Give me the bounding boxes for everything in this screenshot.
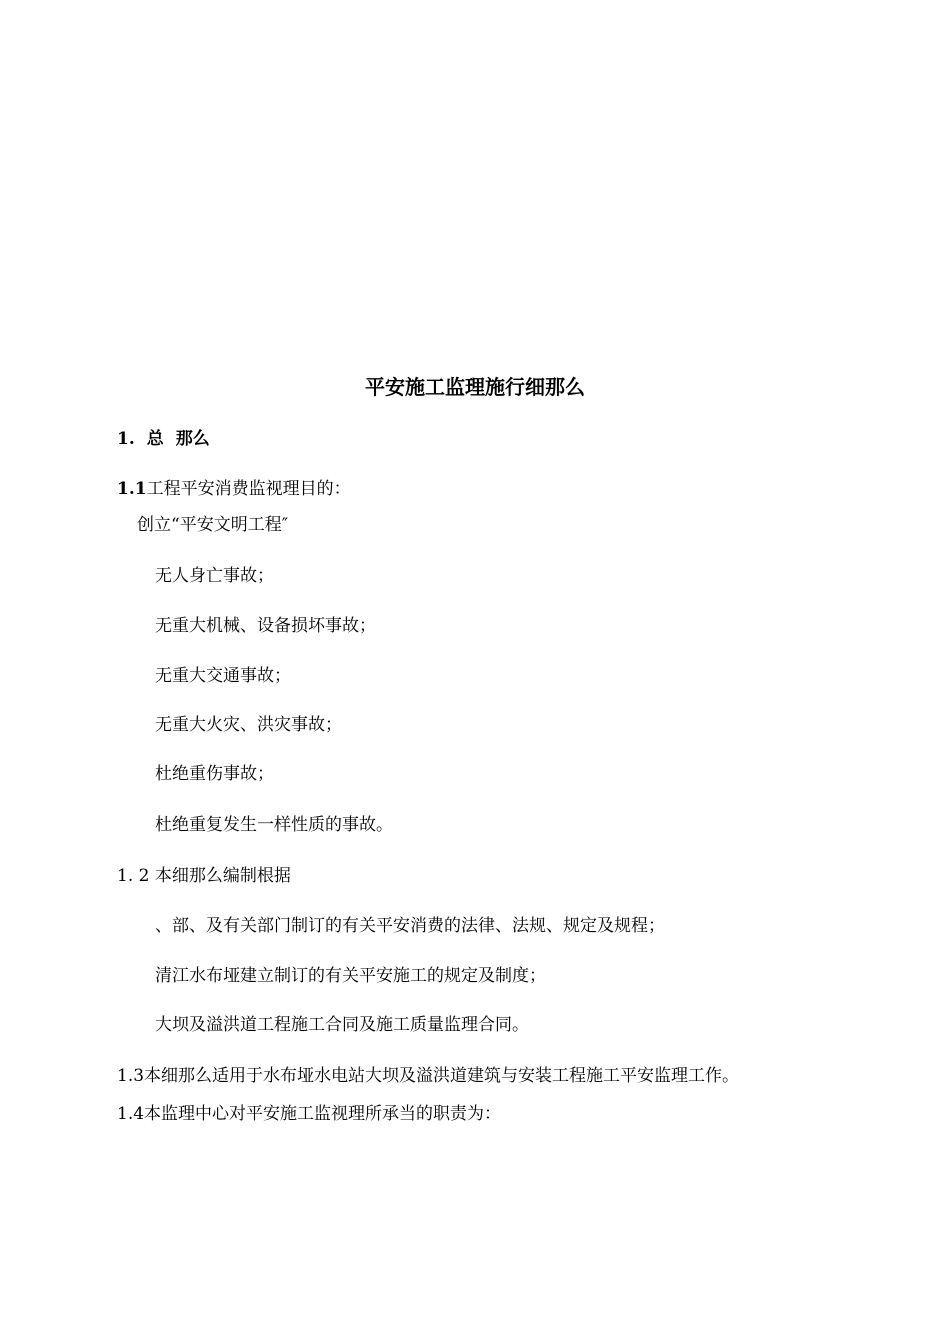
basis-item: 清江水布垭建立制订的有关平安施工的规定及制度；: [155, 966, 546, 986]
section-1-4-text: 本监理中心对平安施工监视理所承当的职责为：: [144, 1104, 502, 1124]
section-1-2: 1. 2 本细那么编制根据: [117, 866, 291, 886]
section-1-3: [117, 1064, 739, 1088]
section-1-title-a: 总: [146, 429, 164, 449]
basis-item: 大坝及溢洪道工程施工合同及施工质量监理合同。: [155, 1015, 529, 1035]
section-1-4-number: 1.4: [117, 1104, 145, 1124]
section-1-title-b: 那么: [175, 429, 210, 449]
goal-item: 无人身亡事故；: [155, 566, 274, 586]
section-1-1: [117, 477, 351, 501]
section-1-number: 1.: [117, 429, 135, 449]
document-title: 平安施工监理施行细那么: [365, 375, 585, 399]
section-1-1-number: 1.1: [117, 479, 147, 499]
basis-item: 、部、及有关部门制订的有关平安消费的法律、法规、规定及规程；: [155, 916, 665, 936]
section-1-3-number: 1.3: [117, 1066, 145, 1086]
section-1-4: [117, 1102, 501, 1126]
goal-item: 无重大交通事故；: [155, 666, 291, 686]
goal-item: 无重大火灾、洪灾事故；: [155, 715, 342, 735]
section-1-3-text: 本细那么适用于水布垭水电站大坝及溢洪道建筑与安装工程施工平安监理工作。: [144, 1066, 740, 1086]
section-1-heading: [117, 427, 210, 451]
goal-item: 杜绝重伤事故；: [155, 764, 274, 784]
goal-item: 杜绝重复发生一样性质的事故。: [155, 815, 393, 835]
goal-intro: 创立“平安文明工程″: [137, 515, 289, 535]
goal-item: 无重大机械、设备损坏事故；: [155, 616, 376, 636]
section-1-1-text: 工程平安消费监视理目的：: [146, 479, 351, 499]
